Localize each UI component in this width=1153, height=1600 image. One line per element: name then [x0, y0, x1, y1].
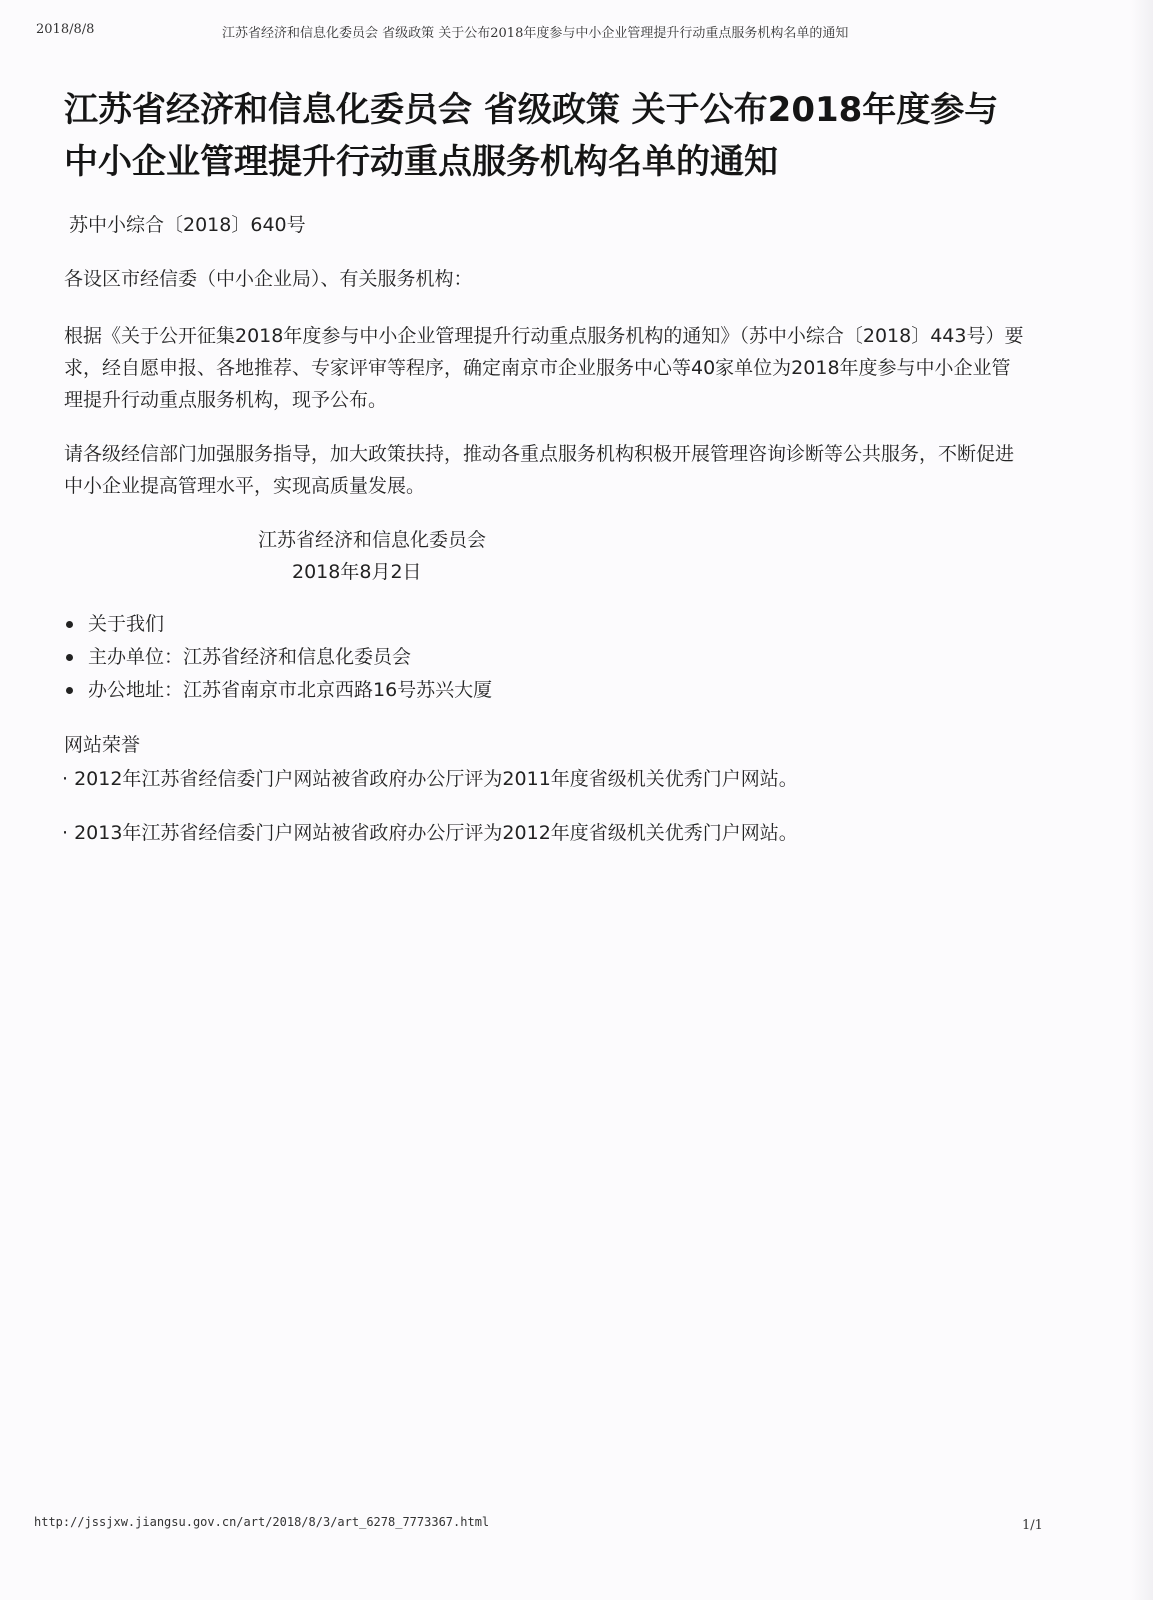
honors-heading: 网站荣誉: [64, 734, 141, 756]
body-paragraph: 根据《关于公开征集2018年度参与中小企业管理提升行动重点服务机构的通知》（苏中小综合〔2018〕443号）要求，经自愿申报、各地推荐、专家评审等程序，确定南京市企业服务中心等40家单位为2018年度参与中小企业管理提升行动重点服务机构，现予公布。: [64, 325, 1024, 411]
footer-office-address: 办公地址：江苏省南京市北京西路16号苏兴大厦: [64, 674, 492, 707]
footer-link-about[interactable]: 关于我们: [64, 608, 492, 641]
print-header-title: 江苏省经济和信息化委员会 省级政策 关于公布2018年度参与中小企业管理提升行动重点服务机构名单的通知: [222, 26, 849, 41]
scan-edge-shadow: [1131, 0, 1153, 1600]
body-paragraph: 请各级经信部门加强服务指导，加大政策扶持，推动各重点服务机构积极开展管理咨询诊断等公共服务，不断促进中小企业提高管理水平，实现高质量发展。: [64, 443, 1015, 497]
honor-item: · 2012年江苏省经信委门户网站被省政府办公厅评为2011年度省级机关优秀门户网站。: [62, 768, 798, 790]
print-footer-url: http://jssjxw.jiangsu.gov.cn/art/2018/8/3/art_6278_7773367.html: [34, 1515, 490, 1529]
print-header-date: 2018/8/8: [36, 22, 95, 37]
footer-host-unit: 主办单位：江苏省经济和信息化委员会: [64, 641, 492, 674]
signature-block: [258, 524, 486, 588]
signature-organization: 江苏省经济和信息化委员会: [258, 529, 487, 551]
footer-links: [64, 608, 492, 707]
print-footer-page-number: 1/1: [1022, 1518, 1043, 1533]
signature-date: 2018年8月2日: [292, 561, 422, 583]
honor-item: · 2013年江苏省经信委门户网站被省政府办公厅评为2012年度省级机关优秀门户网站。: [62, 822, 798, 844]
document-number: 苏中小综合〔2018〕640号: [69, 214, 306, 236]
page-title: 江苏省经济和信息化委员会 省级政策 关于公布2018年度参与中小企业管理提升行动重点服务机构名单的通知: [64, 90, 999, 182]
salutation: 各设区市经信委（中小企业局）、有关服务机构：: [64, 268, 473, 290]
